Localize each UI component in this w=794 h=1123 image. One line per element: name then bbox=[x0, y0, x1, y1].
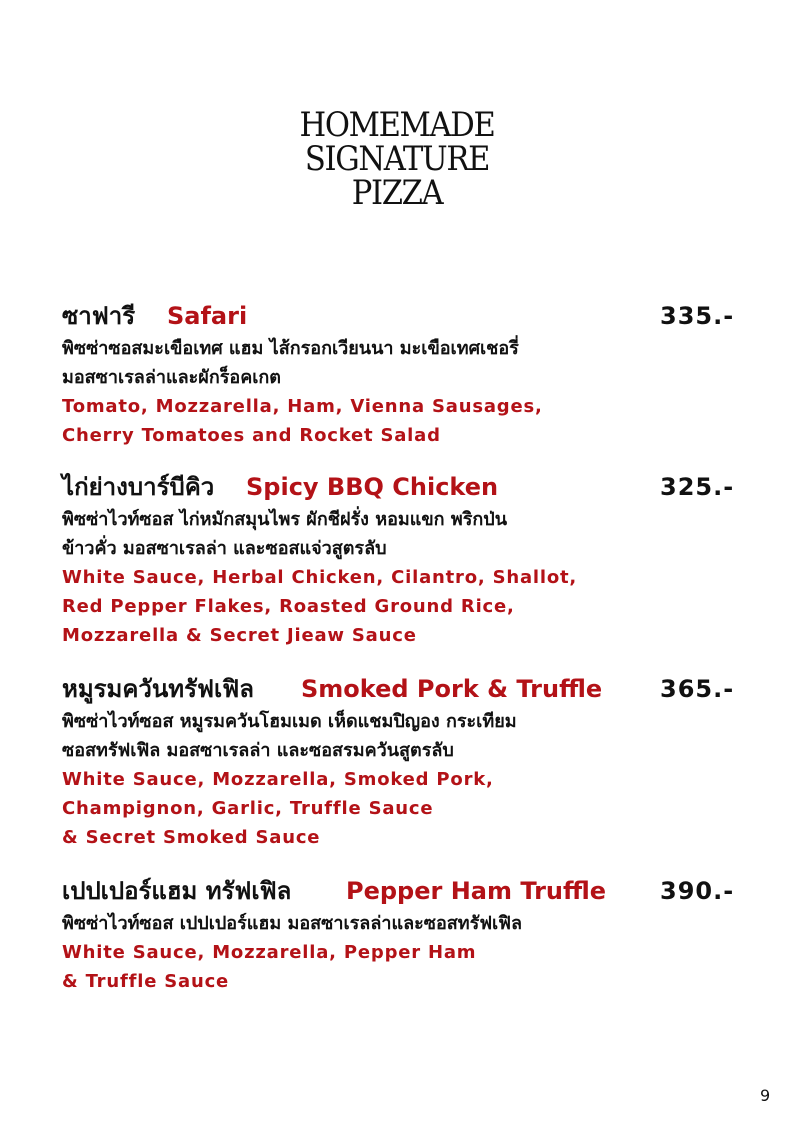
item-thai-description-line: พิซซ่าไวท์ซอส ไก่หมักสมุนไพร ผักชีฝรั่ง หอมแขก พริกป่น bbox=[62, 509, 508, 530]
item-price: 325.- bbox=[660, 473, 735, 501]
item-thai-name: หมูรมควันทรัฟเฟิล bbox=[62, 675, 254, 703]
item-english-description-line: Champignon, Garlic, Truffle Sauce bbox=[62, 798, 434, 819]
item-english-name: Spicy BBQ Chicken bbox=[246, 473, 499, 501]
item-english-description-line: Tomato, Mozzarella, Ham, Vienna Sausages, bbox=[62, 396, 543, 417]
page-number: 9 bbox=[760, 1086, 771, 1105]
menu-title-line-1: HOMEMADE bbox=[299, 105, 495, 145]
menu-item-safari bbox=[62, 298, 742, 450]
item-english-description-line: Red Pepper Flakes, Roasted Ground Rice, bbox=[62, 596, 515, 617]
item-thai-description-line: มอสซาเรลล่าและผักร็อคเกต bbox=[62, 367, 281, 388]
menu-title-line-3: PIZZA bbox=[351, 173, 443, 213]
item-english-description-line: White Sauce, Herbal Chicken, Cilantro, Shallot, bbox=[62, 567, 578, 588]
item-thai-name: เปปเปอร์แฮม ทรัฟเฟิล bbox=[62, 877, 292, 905]
item-price: 335.- bbox=[660, 302, 735, 330]
menu-item-spicy-bbq-chicken bbox=[62, 469, 742, 650]
menu-item-header bbox=[62, 873, 742, 909]
item-english-name: Safari bbox=[167, 302, 248, 330]
item-thai-description-line: พิซซ่าไวท์ซอส หมูรมควันโฮมเมด เห็ดแชมปิญอง กระเทียม bbox=[62, 711, 517, 732]
menu-title-line-2: SIGNATURE bbox=[304, 139, 490, 179]
item-price: 365.- bbox=[660, 675, 735, 703]
item-english-description-line: & Truffle Sauce bbox=[62, 971, 230, 992]
menu-item-header bbox=[62, 298, 742, 334]
item-english-description-line: Mozzarella & Secret Jieaw Sauce bbox=[62, 625, 417, 646]
menu-item-header bbox=[62, 469, 742, 505]
item-thai-description-line: ซอสทรัฟเฟิล มอสซาเรลล่า และซอสรมควันสูตรลับ bbox=[62, 740, 454, 761]
item-thai-description-line: พิซซ่าไวท์ซอส เปปเปอร์แฮม มอสซาเรลล่าและซอสทรัฟเฟิล bbox=[62, 913, 522, 934]
item-english-name: Smoked Pork & Truffle bbox=[301, 675, 603, 703]
menu-title bbox=[0, 105, 794, 213]
item-thai-name: ไก่ย่างบาร์บีคิว bbox=[62, 473, 215, 501]
item-thai-description-line: ข้าวคั่ว มอสซาเรลล่า และซอสแจ่วสูตรลับ bbox=[62, 538, 387, 559]
menu-item-pepper-ham-truffle bbox=[62, 873, 742, 996]
menu-item-header bbox=[62, 671, 742, 707]
item-english-description-line: & Secret Smoked Sauce bbox=[62, 827, 321, 848]
item-english-name: Pepper Ham Truffle bbox=[346, 877, 607, 905]
menu-item-smoked-pork-truffle bbox=[62, 671, 742, 852]
item-english-description-line: White Sauce, Mozzarella, Smoked Pork, bbox=[62, 769, 494, 790]
item-english-description-line: White Sauce, Mozzarella, Pepper Ham bbox=[62, 942, 477, 963]
item-english-description-line: Cherry Tomatoes and Rocket Salad bbox=[62, 425, 441, 446]
item-price: 390.- bbox=[660, 877, 735, 905]
item-thai-name: ซาฟารี bbox=[62, 302, 136, 330]
item-thai-description-line: พิซซ่าซอสมะเขือเทศ แฮม ไส้กรอกเวียนนา มะเขือเทศเชอรี่ bbox=[62, 338, 519, 359]
